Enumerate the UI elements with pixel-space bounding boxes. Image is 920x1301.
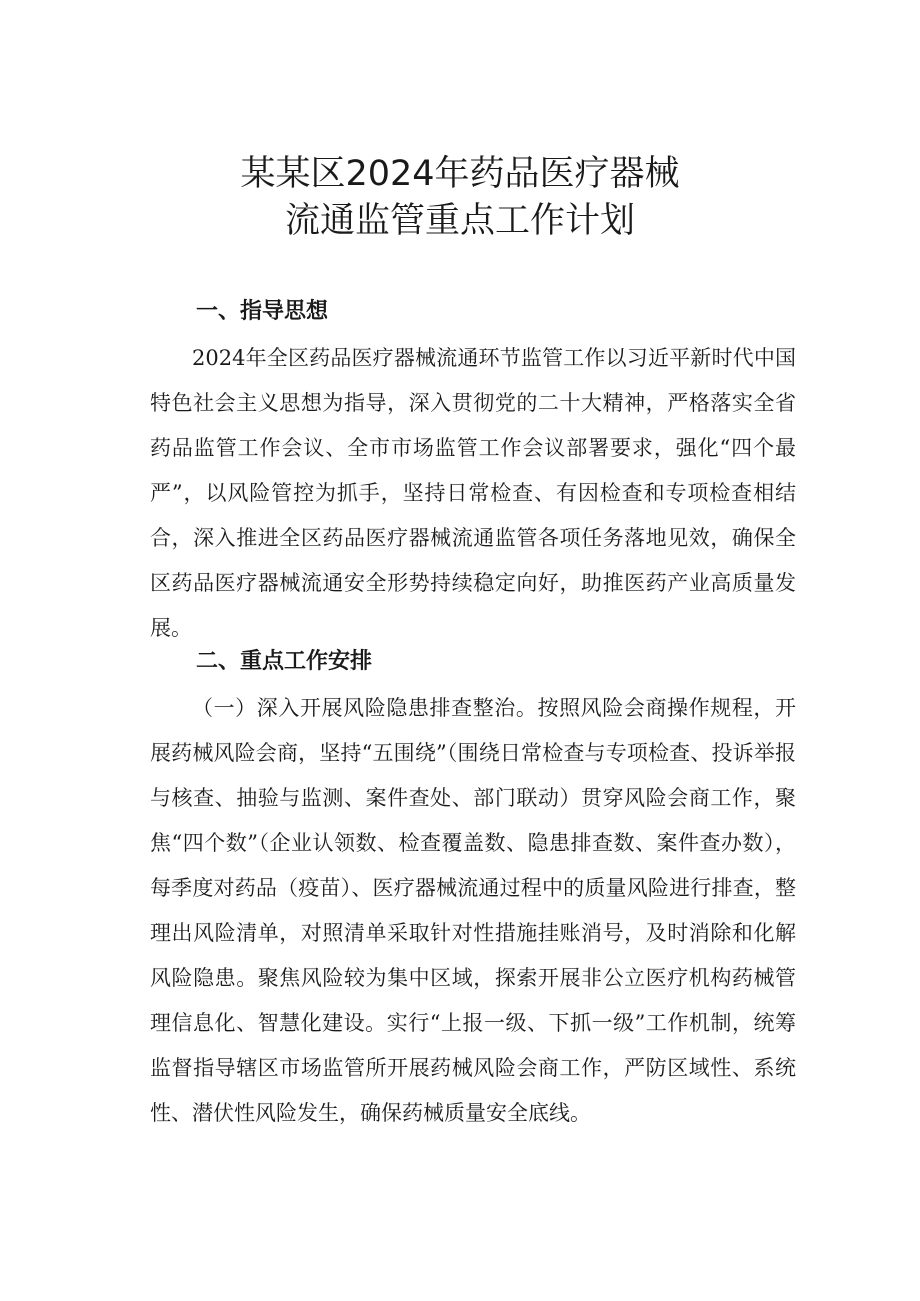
section-paragraph-guiding-thought: 2024年全区药品医疗器械流通环节监管工作以习近平新时代中国特色社会主义思想为指导，深入贯彻党的二十大精神，严格落实全省药品监管工作会议、全市市场监管工作会议部署要求，强化“四个最严”，以风险管控为抓手，坚持日常检查、有因检查和专项检查相结合，深入推进全区药品医疗器械流通监管各项任务落地见效，确保全区药品医疗器械流通安全形势持续稳定向好，助推医药产业高质量发展。 bbox=[150, 346, 796, 640]
section-paragraph-key-work: （一）深入开展风险隐患排查整治。按照风险会商操作规程，开展药械风险会商，坚持“五围绕”（围绕日常检查与专项检查、投诉举报与核查、抽验与监测、案件查处、部门联动）贯穿风险会商工作，聚焦“四个数”（企业认领数、检查覆盖数、隐患排查数、案件查办数），每季度对药品（疫苗）、医疗器械流通过程中的质量风险进行排查，整理出风险清单，对照清单采取针对性措施挂账消号，及时消除和化解风险隐患。聚焦风险较为集中区域，探索开展非公立医疗机构药械管理信息化、智慧化建设。实行“上报一级、下抓一级”工作机制，统筹监督指导辖区市场监管所开展药械风险会商工作，严防区域性、系统性、潜伏性风险发生，确保药械质量安全底线。 bbox=[150, 696, 796, 1125]
section-heading-key-work: 二、重点工作安排 bbox=[196, 649, 373, 674]
document-title-line-2: 流通监管重点工作计划 bbox=[284, 201, 635, 241]
document-title-line-1: 某某区2024年药品医疗器械 bbox=[240, 154, 680, 194]
section-heading-guiding-thought: 一、指导思想 bbox=[196, 299, 329, 324]
